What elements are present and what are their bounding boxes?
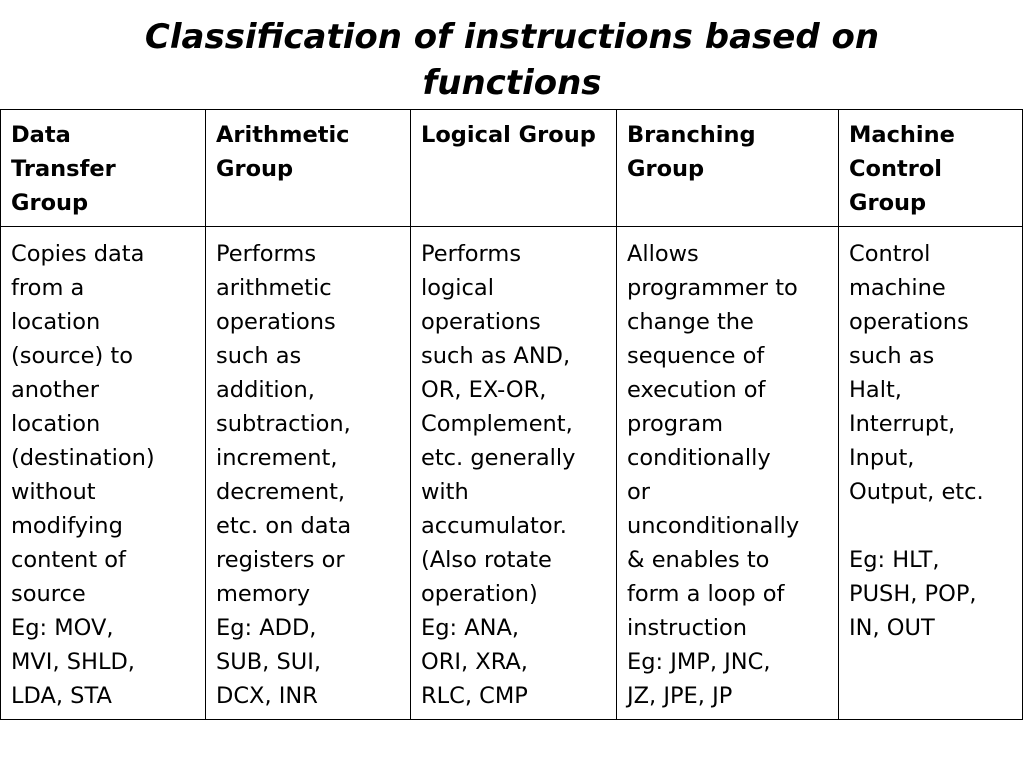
example-line: Eg: ANA, xyxy=(421,615,519,641)
cell-line: Performs xyxy=(216,241,317,267)
header-branching xyxy=(617,110,839,227)
cell-line: Input, xyxy=(849,445,915,471)
cell-line: OR, EX-OR, xyxy=(421,377,547,403)
header-line: Group xyxy=(216,156,294,182)
cell-line: Performs xyxy=(421,241,522,267)
example-line: JZ, JPE, JP xyxy=(627,683,733,709)
example-line: LDA, STA xyxy=(11,683,112,709)
page-title xyxy=(0,14,1024,106)
cell-line: operations xyxy=(421,309,541,335)
cell-line: content of xyxy=(11,547,126,573)
cell-data-transfer xyxy=(1,227,206,720)
example-line: SUB, SUI, xyxy=(216,649,322,675)
example-line: Eg: ADD, xyxy=(216,615,317,641)
example-line: IN, OUT xyxy=(849,615,935,641)
cell-line: logical xyxy=(421,275,494,301)
cell-line: & enables to xyxy=(627,547,770,573)
cell-line: machine xyxy=(849,275,946,301)
cell-line: (destination) xyxy=(11,445,155,471)
header-data-transfer xyxy=(1,110,206,227)
cell-line: subtraction, xyxy=(216,411,351,437)
cell-line: with xyxy=(421,479,469,505)
cell-line: operation) xyxy=(421,581,538,607)
example-line: Eg: JMP, JNC, xyxy=(627,649,771,675)
header-line: Data xyxy=(11,122,71,148)
cell-line: addition, xyxy=(216,377,315,403)
header-line: Branching xyxy=(627,122,756,148)
cell-line: increment, xyxy=(216,445,338,471)
header-arithmetic xyxy=(206,110,411,227)
cell-line: another xyxy=(11,377,99,403)
cell-line: such as AND, xyxy=(421,343,571,369)
cell-line: from a xyxy=(11,275,85,301)
cell-line: Allows xyxy=(627,241,699,267)
cell-machine-control xyxy=(839,227,1023,720)
cell-line: sequence of xyxy=(627,343,765,369)
header-logical xyxy=(411,110,617,227)
cell-line: Complement, xyxy=(421,411,573,437)
cell-line: modifying xyxy=(11,513,123,539)
cell-line: decrement, xyxy=(216,479,346,505)
header-line: Group xyxy=(627,156,705,182)
cell-line: etc. generally xyxy=(421,445,576,471)
cell-line: change the xyxy=(627,309,754,335)
cell-line: form a loop of xyxy=(627,581,785,607)
cell-branching xyxy=(617,227,839,720)
cell-line: instruction xyxy=(627,615,748,641)
cell-line: program xyxy=(627,411,724,437)
cell-line: or xyxy=(627,479,651,505)
example-line: PUSH, POP, xyxy=(849,581,977,607)
header-line: Group xyxy=(11,190,89,216)
header-line: Machine xyxy=(849,122,955,148)
cell-line: location xyxy=(11,411,101,437)
cell-line: source xyxy=(11,581,86,607)
example-line: Eg: HLT, xyxy=(849,547,940,573)
cell-line: Control xyxy=(849,241,931,267)
title-line-1: Classification of instructions based on xyxy=(144,17,880,57)
example-line: MVI, SHLD, xyxy=(11,649,135,675)
cell-line: conditionally xyxy=(627,445,771,471)
header-line: Control xyxy=(849,156,943,182)
cell-line: operations xyxy=(849,309,969,335)
cell-line: Interrupt, xyxy=(849,411,956,437)
example-line: ORI, XRA, xyxy=(421,649,528,675)
header-line: Transfer xyxy=(11,156,116,182)
header-line: Group xyxy=(849,190,927,216)
cell-line: unconditionally xyxy=(627,513,800,539)
paragraph-gap xyxy=(849,509,1014,543)
cell-line: operations xyxy=(216,309,336,335)
cell-line: (source) to xyxy=(11,343,134,369)
cell-arithmetic xyxy=(206,227,411,720)
cell-line: etc. on data xyxy=(216,513,352,539)
cell-line: Copies data xyxy=(11,241,145,267)
example-line: RLC, CMP xyxy=(421,683,528,709)
cell-line: (Also rotate xyxy=(421,547,552,573)
cell-line: location xyxy=(11,309,101,335)
title-line-2: functions xyxy=(422,63,602,103)
example-line: Eg: MOV, xyxy=(11,615,114,641)
header-machine-control xyxy=(839,110,1023,227)
cell-line: arithmetic xyxy=(216,275,332,301)
cell-line: without xyxy=(11,479,96,505)
cell-logical xyxy=(411,227,617,720)
cell-line: execution of xyxy=(627,377,766,403)
cell-line: Output, etc. xyxy=(849,479,984,505)
cell-line: such as xyxy=(849,343,935,369)
cell-line: such as xyxy=(216,343,302,369)
cell-line: programmer to xyxy=(627,275,798,301)
cell-line: memory xyxy=(216,581,311,607)
example-line: DCX, INR xyxy=(216,683,318,709)
table-body-row xyxy=(1,227,1023,720)
header-line: Arithmetic xyxy=(216,122,350,148)
header-line: Logical Group xyxy=(421,122,596,148)
table-header-row xyxy=(1,110,1023,227)
cell-line: accumulator. xyxy=(421,513,567,539)
instruction-classification-table xyxy=(0,109,1023,720)
cell-line: Halt, xyxy=(849,377,902,403)
cell-line: registers or xyxy=(216,547,345,573)
